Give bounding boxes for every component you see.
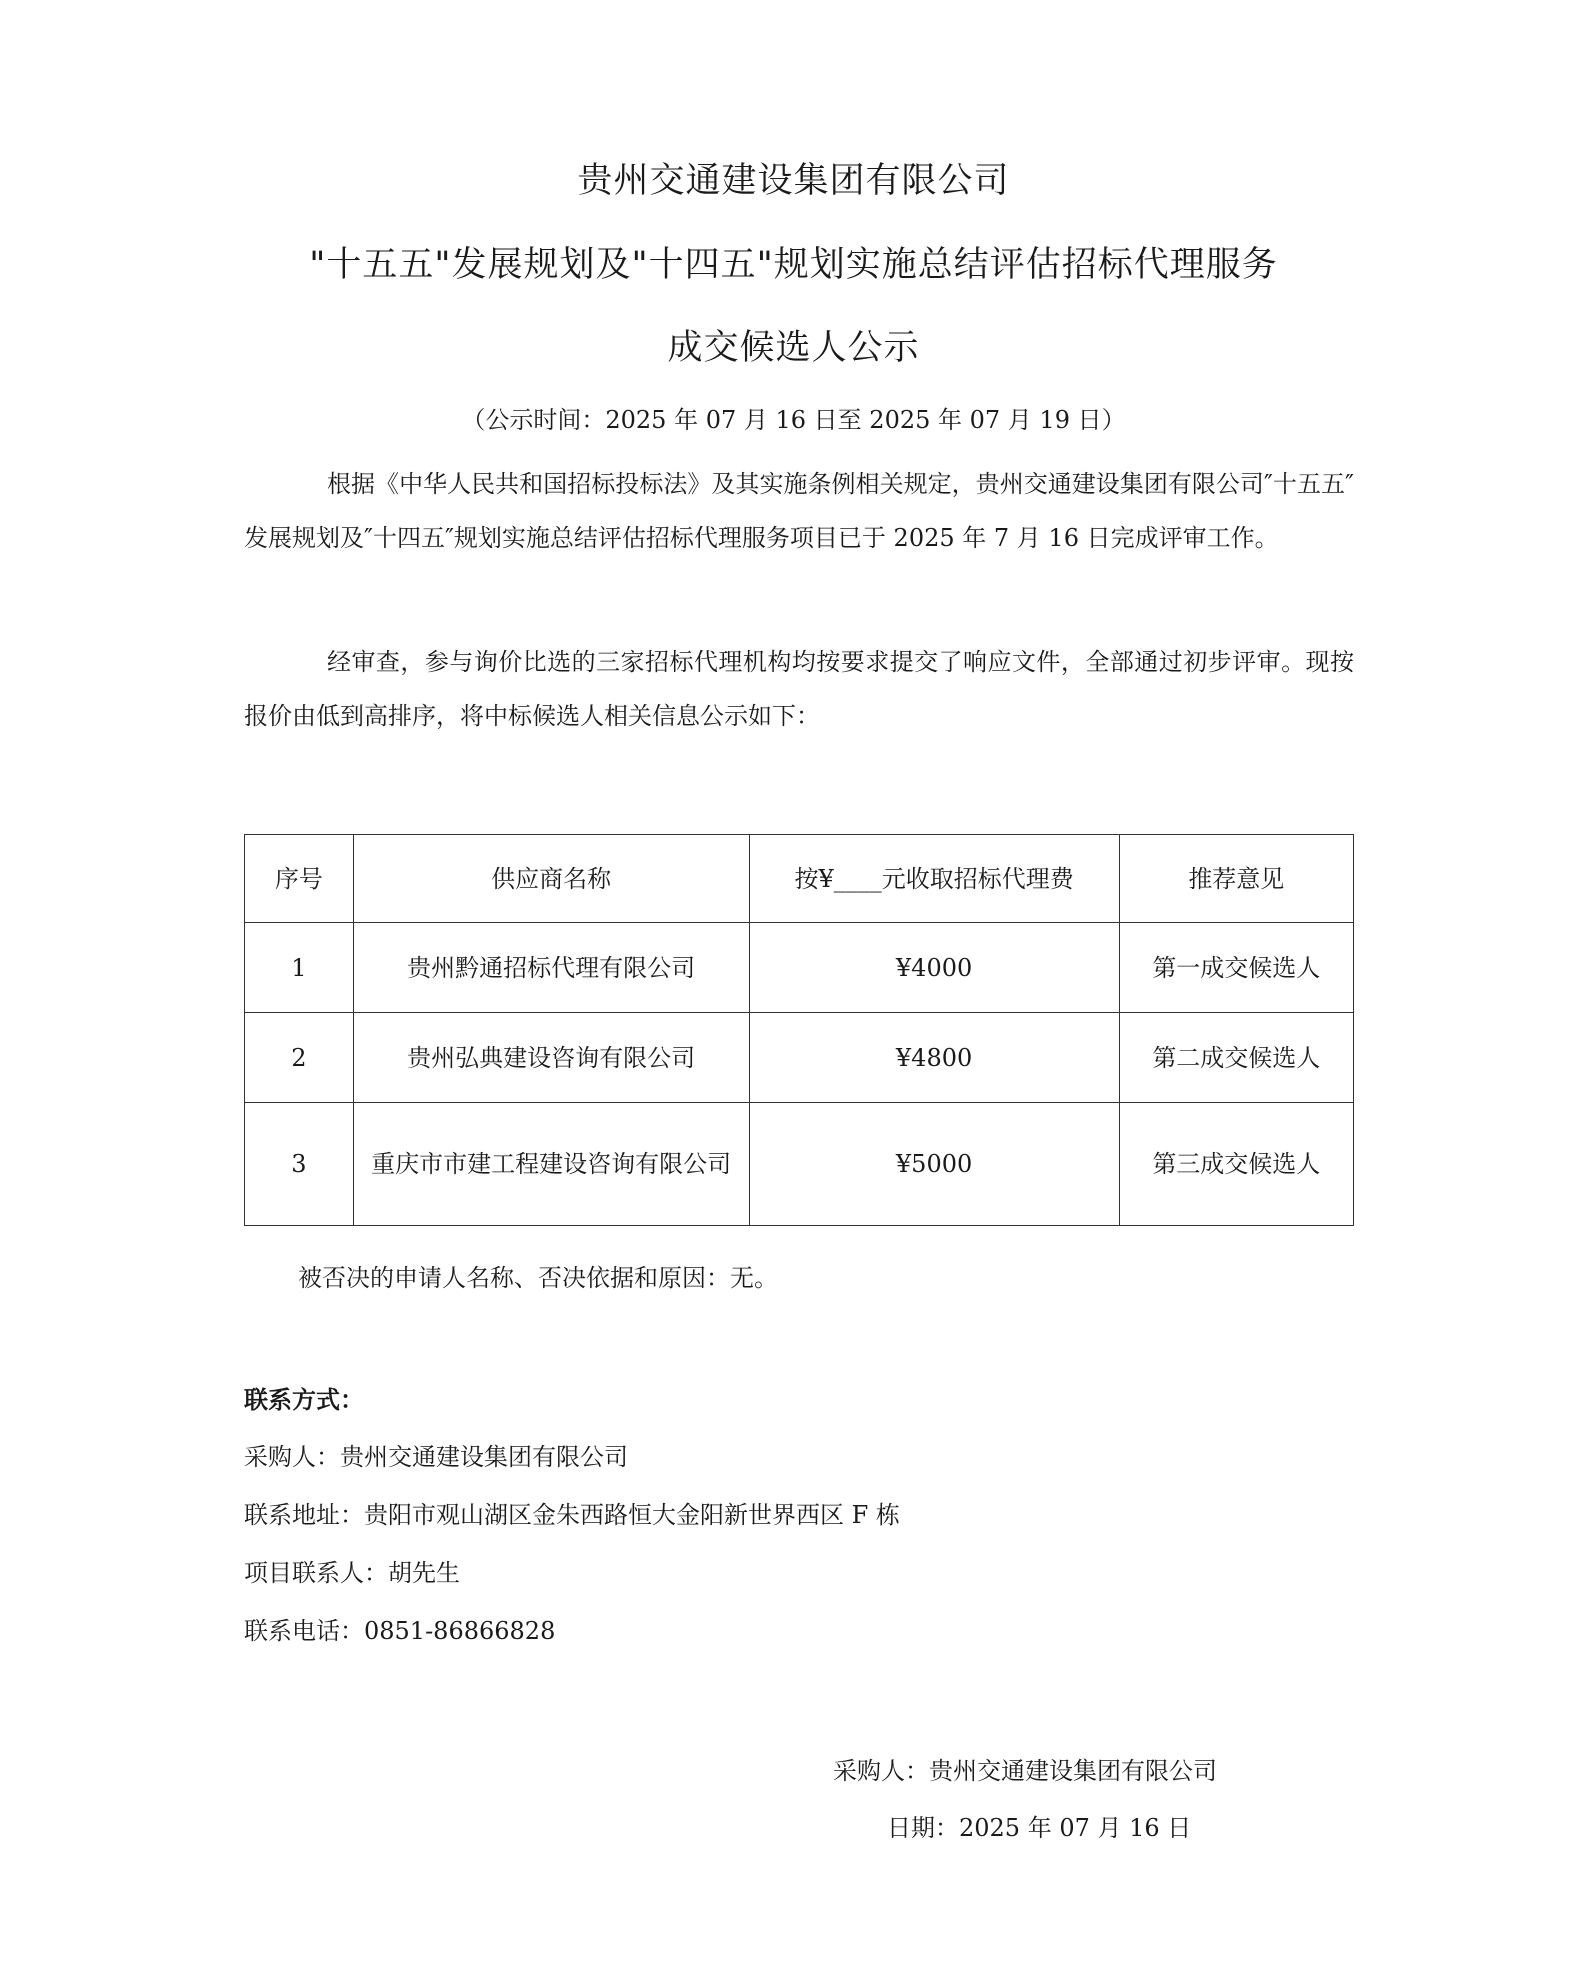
row-supplier: 贵州黔通招标代理有限公司 (353, 923, 749, 1013)
row-fee: ¥5000 (749, 1103, 1119, 1226)
contact-purchaser: 采购人：贵州交通建设集团有限公司 (244, 1443, 628, 1471)
table-row (245, 1013, 1354, 1103)
contact-heading: 联系方式： (244, 1385, 364, 1414)
row-supplier: 重庆市市建工程建设咨询有限公司 (353, 1103, 749, 1226)
row-fee: ¥4000 (749, 923, 1119, 1013)
signature-purchaser: 采购人：贵州交通建设集团有限公司 (833, 1757, 1217, 1785)
intro-paragraph: 根据《中华人民共和国招标投标法》及其实施条例相关规定，贵州交通建设集团有限公司″十五五″发展规划及″十四五″规划实施总结评估招标代理服务项目已于 2025 年 7 月 16 日完成评审工作。 (244, 470, 1354, 552)
header-fee: 按¥____元收取招标代理费 (749, 835, 1119, 923)
header-no: 序号 (245, 835, 354, 923)
company-title: 贵州交通建设集团有限公司 (577, 161, 1010, 201)
contact-phone: 联系电话：0851-86866828 (244, 1617, 556, 1645)
row-supplier: 贵州弘典建设咨询有限公司 (353, 1013, 749, 1103)
row-no: 3 (245, 1103, 354, 1226)
review-paragraph: 经审查，参与询价比选的三家招标代理机构均按要求提交了响应文件，全部通过初步评审。现按报价由低到高排序，将中标候选人相关信息公示如下： (244, 648, 1354, 730)
rejected-applicants-note: 被否决的申请人名称、否决依据和原因：无。 (298, 1264, 778, 1292)
row-no: 1 (245, 923, 354, 1013)
contact-address: 联系地址：贵阳市观山湖区金朱西路恒大金阳新世界西区 F 栋 (244, 1501, 900, 1529)
row-opinion: 第一成交候选人 (1119, 923, 1353, 1013)
publicity-period: （公示时间：2025 年 07 月 16 日至 2025 年 07 月 19 日） (461, 406, 1126, 434)
row-opinion: 第三成交候选人 (1119, 1103, 1353, 1226)
notice-title: 成交候选人公示 (667, 328, 920, 368)
header-opinion: 推荐意见 (1119, 835, 1353, 923)
contact-person: 项目联系人：胡先生 (244, 1559, 460, 1587)
signature-date: 日期：2025 年 07 月 16 日 (887, 1814, 1192, 1842)
header-supplier: 供应商名称 (353, 835, 749, 923)
row-fee: ¥4800 (749, 1013, 1119, 1103)
table-row (245, 1103, 1354, 1226)
table-row (245, 923, 1354, 1013)
table-header-row (245, 835, 1354, 923)
row-no: 2 (245, 1013, 354, 1103)
project-title: "十五五"发展规划及"十四五"规划实施总结评估招标代理服务 (309, 245, 1278, 285)
row-opinion: 第二成交候选人 (1119, 1013, 1353, 1103)
candidates-table (244, 834, 1354, 1226)
